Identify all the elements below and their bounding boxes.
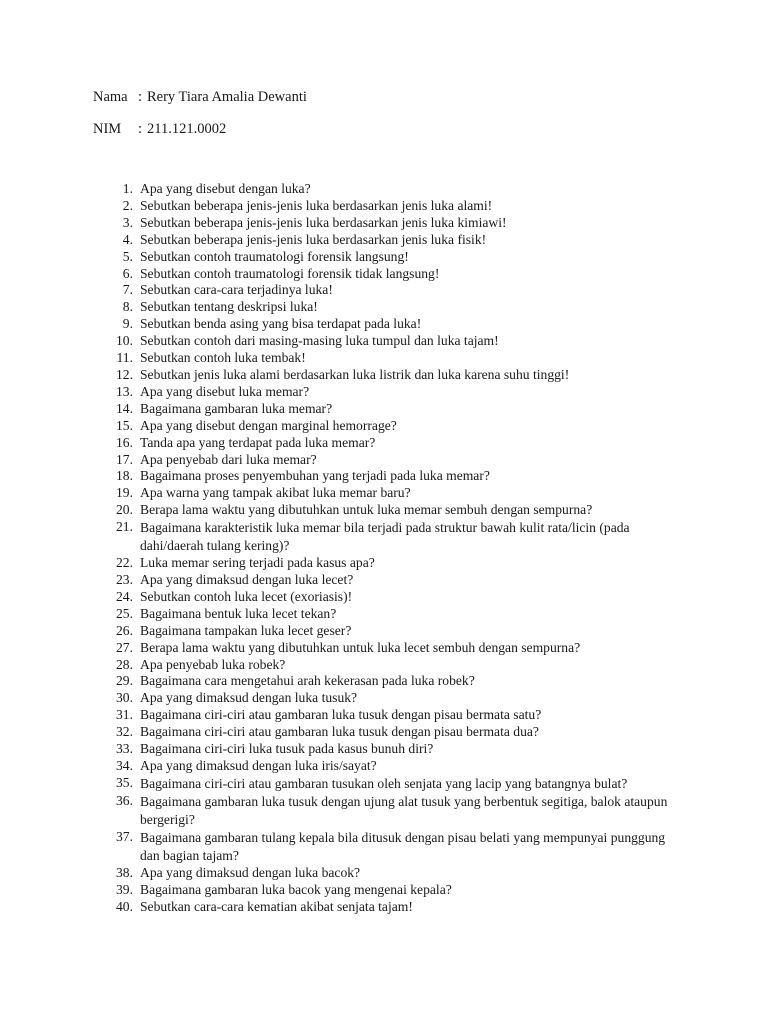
question-item <box>0 882 768 899</box>
question-number: 26. <box>116 622 133 638</box>
question-item <box>0 623 768 640</box>
question-number: 36. <box>116 792 133 808</box>
question-item <box>0 418 768 435</box>
question-number: 6. <box>122 265 133 281</box>
question-item <box>0 829 768 865</box>
question-item <box>0 452 768 469</box>
question-item <box>0 657 768 674</box>
question-text: Apa warna yang tampak akibat luka memar baru? <box>140 485 411 501</box>
question-item <box>0 724 768 741</box>
question-text: Apa yang disebut dengan luka? <box>140 181 311 196</box>
question-item <box>0 865 768 882</box>
question-number: 32. <box>116 724 133 740</box>
question-item <box>0 367 768 384</box>
question-number: 8. <box>122 299 133 315</box>
question-item <box>0 401 768 418</box>
question-number: 17. <box>116 451 133 467</box>
question-text: Bagaimana gambaran luka tusuk dengan ujung alat tusuk yang berbentuk segitiga, balok ataupun bergerigi? <box>140 793 668 827</box>
question-item <box>0 589 768 606</box>
nim-separator: : <box>138 121 143 137</box>
question-item <box>0 899 768 916</box>
question-text: Apa yang dimaksud dengan luka iris/sayat? <box>140 758 377 773</box>
question-item <box>0 282 768 299</box>
question-number: 25. <box>116 605 133 621</box>
question-item <box>0 181 768 198</box>
question-item <box>0 502 768 519</box>
question-item <box>0 350 768 367</box>
question-item <box>0 673 768 690</box>
question-number: 7. <box>122 282 133 298</box>
question-text: Berapa lama waktu yang dibutuhkan untuk luka memar sembuh dengan sempurna? <box>140 502 593 518</box>
question-text: Sebutkan cara-cara terjadinya luka! <box>140 282 333 298</box>
question-text: Sebutkan contoh traumatologi forensik langsung! <box>140 248 409 264</box>
question-text: Apa yang dimaksud dengan luka tusuk? <box>140 690 358 706</box>
question-number: 22. <box>116 555 133 571</box>
question-text: Apa penyebab luka robek? <box>140 656 286 672</box>
question-number: 21. <box>116 519 133 535</box>
question-item <box>0 606 768 623</box>
question-text: Bagaimana ciri-ciri atau gambaran luka tusuk dengan pisau bermata dua? <box>140 724 539 740</box>
question-text: Bagaimana cara mengetahui arah kekerasan pada luka robek? <box>140 673 475 689</box>
question-number: 18. <box>116 468 133 484</box>
question-item <box>0 758 768 775</box>
question-text: Sebutkan beberapa jenis-jenis luka berdasarkan jenis luka alami! <box>140 197 493 213</box>
question-item <box>0 266 768 283</box>
name-value: Rery Tiara Amalia Dewanti <box>147 89 307 105</box>
question-number: 9. <box>122 316 133 332</box>
question-text: Bagaimana ciri-ciri atau gambaran tusukan oleh senjata yang lacip yang batangnya bulat? <box>140 775 628 791</box>
question-text: Sebutkan jenis luka alami berdasarkan luka listrik dan luka karena suhu tinggi! <box>140 366 570 382</box>
question-number: 29. <box>116 673 133 689</box>
question-list <box>0 181 768 916</box>
name-label: Nama <box>93 89 128 105</box>
question-item <box>0 572 768 589</box>
question-number: 34. <box>116 758 133 773</box>
question-text: Apa yang dimaksud dengan luka lecet? <box>140 572 354 588</box>
question-number: 23. <box>116 572 133 588</box>
question-text: Sebutkan contoh luka lecet (exoriasis)! <box>140 588 353 604</box>
question-number: 4. <box>122 231 133 247</box>
question-item <box>0 741 768 758</box>
nim-row <box>93 120 226 138</box>
question-item <box>0 384 768 401</box>
question-number: 39. <box>116 881 133 897</box>
question-text: Apa yang disebut dengan marginal hemorrage? <box>140 417 397 433</box>
question-item <box>0 198 768 215</box>
question-item <box>0 232 768 249</box>
question-number: 11. <box>116 350 133 366</box>
question-item <box>0 249 768 266</box>
question-number: 10. <box>116 333 133 349</box>
question-number: 37. <box>116 828 133 844</box>
question-number: 35. <box>116 774 133 790</box>
question-number: 3. <box>122 214 133 230</box>
question-item <box>0 775 768 793</box>
question-text: Bagaimana tampakan luka lecet geser? <box>140 622 352 638</box>
question-item <box>0 299 768 316</box>
question-text: Sebutkan cara-cara kematian akibat senjata tajam! <box>140 898 413 914</box>
question-text: Sebutkan tentang deskripsi luka! <box>140 299 318 315</box>
name-separator: : <box>138 89 143 105</box>
question-item <box>0 435 768 452</box>
question-item <box>0 519 768 555</box>
question-number: 38. <box>116 864 133 880</box>
question-number: 12. <box>116 366 133 382</box>
question-item <box>0 707 768 724</box>
question-item <box>0 640 768 657</box>
nim-value: 211.121.0002 <box>147 121 227 137</box>
question-number: 24. <box>116 588 133 604</box>
question-number: 28. <box>116 656 133 672</box>
question-text: Bagaimana gambaran luka memar? <box>140 400 333 416</box>
question-text: Bagaimana karakteristik luka memar bila terjadi pada struktur bawah kulit rata/licin (pada dahi/daerah tulang kering)? <box>140 520 630 554</box>
question-text: Sebutkan contoh traumatologi forensik tidak langsung! <box>140 265 440 281</box>
question-text: Berapa lama waktu yang dibutuhkan untuk luka lecet sembuh dengan sempurna? <box>140 639 581 655</box>
question-text: Sebutkan benda asing yang bisa terdapat pada luka! <box>140 316 422 332</box>
question-number: 40. <box>116 898 133 914</box>
question-number: 27. <box>116 639 133 655</box>
question-item <box>0 316 768 333</box>
question-text: Sebutkan beberapa jenis-jenis luka berdasarkan jenis luka kimiawi! <box>140 214 507 230</box>
question-text: Sebutkan beberapa jenis-jenis luka berdasarkan jenis luka fisik! <box>140 231 487 247</box>
question-text: Bagaimana ciri-ciri atau gambaran luka tusuk dengan pisau bermata satu? <box>140 707 542 723</box>
question-text: Bagaimana gambaran tulang kepala bila ditusuk dengan pisau belati yang mempunyai punggung dan bagian tajam? <box>140 829 666 863</box>
question-text: Bagaimana proses penyembuhan yang terjadi pada luka memar? <box>140 468 490 484</box>
question-item <box>0 333 768 350</box>
question-number: 20. <box>116 502 133 518</box>
question-item <box>0 485 768 502</box>
name-row <box>93 88 307 106</box>
question-number: 15. <box>116 417 133 433</box>
question-number: 2. <box>122 197 133 213</box>
question-number: 5. <box>122 248 133 264</box>
question-number: 1. <box>122 181 133 196</box>
question-item <box>0 690 768 707</box>
question-number: 30. <box>116 690 133 706</box>
question-text: Apa yang disebut luka memar? <box>140 383 310 399</box>
question-text: Bagaimana ciri-ciri luka tusuk pada kasus bunuh diri? <box>140 741 434 757</box>
question-number: 33. <box>116 741 133 757</box>
question-text: Bagaimana bentuk luka lecet tekan? <box>140 605 337 621</box>
question-text: Sebutkan contoh dari masing-masing luka tumpul dan luka tajam! <box>140 333 499 349</box>
question-item <box>0 468 768 485</box>
question-number: 14. <box>116 400 133 416</box>
nim-label: NIM <box>93 121 122 137</box>
question-item <box>0 555 768 572</box>
question-item <box>0 215 768 232</box>
question-text: Apa penyebab dari luka memar? <box>140 451 317 467</box>
question-text: Tanda apa yang terdapat pada luka memar? <box>140 434 376 450</box>
question-number: 16. <box>116 434 133 450</box>
question-number: 31. <box>116 707 133 723</box>
question-number: 13. <box>116 383 133 399</box>
question-text: Luka memar sering terjadi pada kasus apa? <box>140 555 375 571</box>
question-item <box>0 793 768 829</box>
question-number: 19. <box>116 485 133 501</box>
question-text: Bagaimana gambaran luka bacok yang mengenai kepala? <box>140 881 452 897</box>
question-text: Apa yang dimaksud dengan luka bacok? <box>140 864 361 880</box>
question-text: Sebutkan contoh luka tembak! <box>140 350 306 366</box>
